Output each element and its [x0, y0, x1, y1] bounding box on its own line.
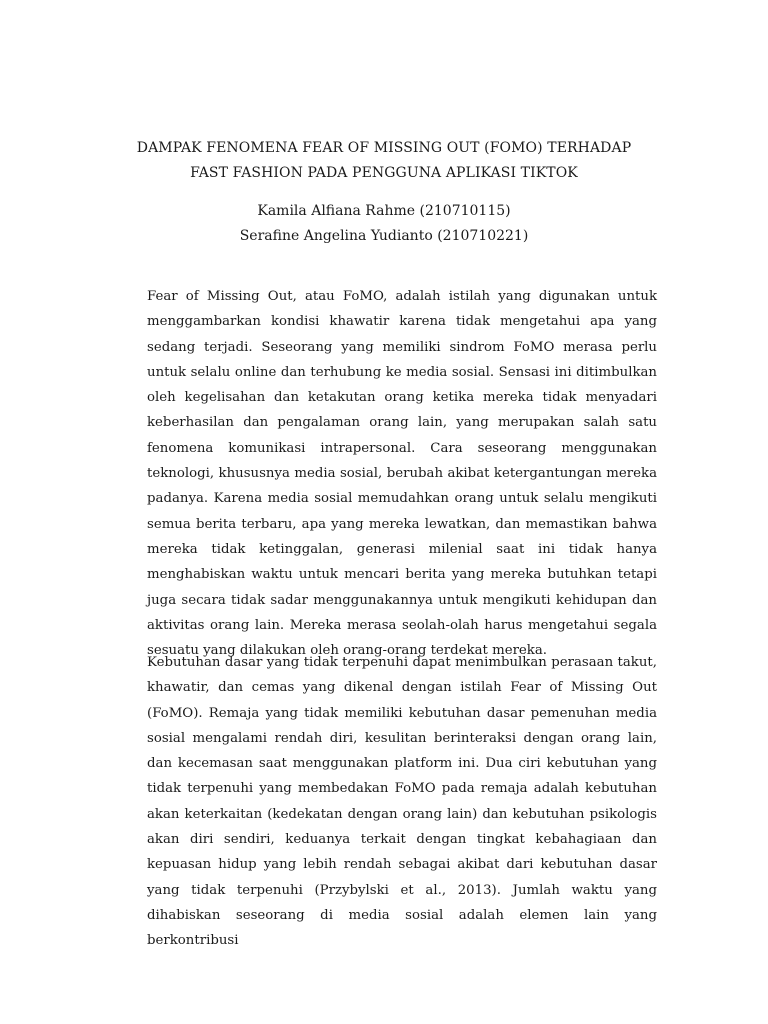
paragraph-2: Kebutuhan dasar yang tidak terpenuhi dapat menimbulkan perasaan takut, khawatir, dan cemas yang dikenal dengan istilah Fear of Missing Out (FoMO). Remaja yang tidak memiliki kebutuhan dasar pemenuhan media sosial mengalami rendah diri, kesulitan berinteraksi dengan orang lain, dan kecemasan saat menggunakan platform ini. Dua ciri kebutuhan yang tidak terpenuhi yang membedakan FoMO pada remaja adalah kebutuhan akan keterkaitan (kedekatan dengan orang lain) dan kebutuhan psikologis akan diri sendiri, keduanya terkait dengan tingkat kebahagiaan dan kepuasan hidup yang lebih rendah sebagai akibat dari kebutuhan dasar yang tidak terpenuhi (Przybylski et al., 2013). Jumlah waktu yang dihabiskan seseorang di media sosial adalah elemen lain yang berkontribusi	[147, 655, 657, 949]
paragraph-1: Fear of Missing Out, atau FoMO, adalah istilah yang digunakan untuk menggambarkan kondisi khawatir karena tidak mengetahui apa yang sedang terjadi. Seseorang yang memiliki sindrom FoMO merasa perlu untuk selalu online dan terhubung ke media sosial. Sensasi ini ditimbulkan oleh kegelisahan dan ketakutan orang ketika mereka tidak menyadari keberhasilan dan pengalaman orang lain, yang merupakan salah satu fenomena komunikasi intrapersonal. Cara seseorang menggunakan teknologi, khususnya media sosial, berubah akibat ketergantungan mereka padanya. Karena media sosial memudahkan orang untuk selalu mengikuti semua berita terbaru, apa yang mereka lewatkan, dan memastikan bahwa mereka tidak ketinggalan, generasi milenial saat ini tidak hanya menghabiskan waktu untuk mencari berita yang mereka butuhkan tetapi juga secara tidak sadar menggunakannya untuk mengikuti kehidupan dan aktivitas orang lain. Mereka merasa seolah-olah harus mengetahui segala sesuatu yang dilakukan oleh orang-orang terdekat mereka.	[147, 289, 657, 659]
author-1: Kamila Alfiana Rahme (210710115)	[257, 203, 511, 219]
document-title	[110, 136, 658, 186]
title-line-2: FAST FASHION PADA PENGGUNA APLIKASI TIKTOK	[190, 165, 578, 181]
author-list	[110, 199, 658, 249]
author-2: Serafine Angelina Yudianto (210710221)	[239, 228, 529, 244]
title-line-1: DAMPAK FENOMENA FEAR OF MISSING OUT (FOMO) TERHADAP	[136, 140, 632, 156]
